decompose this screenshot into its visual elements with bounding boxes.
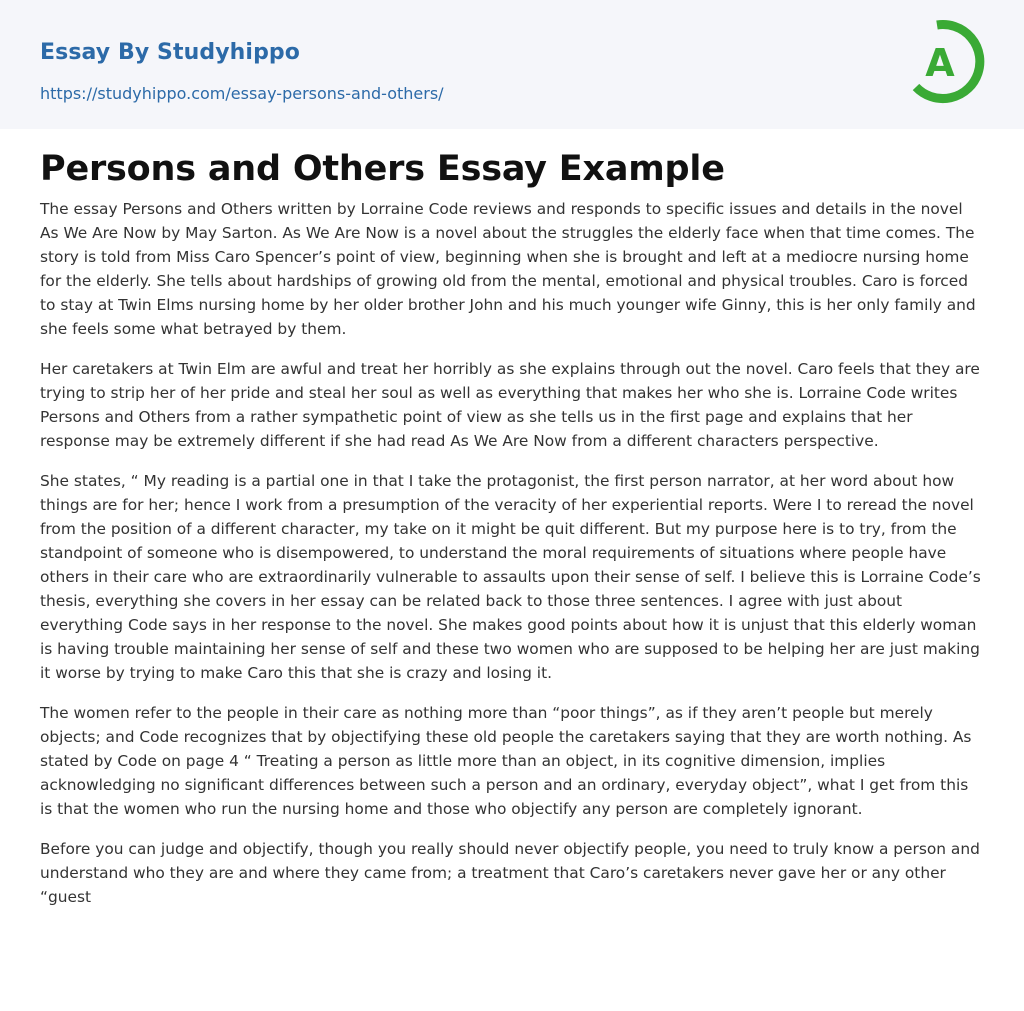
article bbox=[0, 129, 1024, 909]
article-paragraph: The essay Persons and Others written by Lorraine Code reviews and responds to specific issues and details in the novel As We Are Now by May Sarton. As We Are Now is a novel about the struggles the elderly face when that time comes. The story is told from Miss Caro Spencer’s point of view, beginning when she is brought and left at a mediocre nursing home for the elderly. She tells about hardships of growing old from the mental, emotional and physical troubles. Caro is forced to stay at Twin Elms nursing home by her older brother John and his much younger wife Ginny, this is her only family and she feels some what betrayed by them. bbox=[40, 200, 976, 338]
article-paragraph: The women refer to the people in their care as nothing more than “poor things”, as if they aren’t people but merely objects; and Code recognizes that by objectifying these old people the caretakers saying that they are worth nothing. As stated by Code on page 4 “ Treating a person as little more than an object, in its cognitive dimension, implies acknowledging no significant differences between such a person and an ordinary, everyday object”, what I get from this is that the women who run the nursing home and those who objectify any person are completely ignorant. bbox=[40, 704, 972, 818]
article-paragraph: Her caretakers at Twin Elm are awful and treat her horribly as she explains through out the novel. Caro feels that they are trying to strip her of her pride and steal her soul as well as everything that makes her who she is. Lorraine Code writes Persons and Others from a rather sympathetic point of view as she tells us in the first page and explains that her response may be extremely different if she had read As We Are Now from a different characters perspective. bbox=[40, 360, 980, 450]
article-paragraph: She states, “ My reading is a partial one in that I take the protagonist, the first person narrator, at her word about how things are for her; hence I work from a presumption of the veracity of her experiential reports. Were I to reread the novel from the position of a different character, my take on it might be quit different. But my purpose here is to try, from the standpoint of someone who is disempowered, to understand the moral requirements of situations where people have others in their care who are extraordinarily vulnerable to assaults upon their sense of self. I believe this is Lorraine Code’s thesis, everything she covers in her essay can be related back to those three sentences. I agree with just about everything Code says in her response to the novel. She makes good points about how it is unjust that this elderly woman is having trouble maintaining her sense of self and these two women who are supposed to be helping her are just making it worse by trying to make Caro this that she is crazy and losing it. bbox=[40, 472, 981, 682]
page-url-link[interactable]: https://studyhippo.com/essay-persons-and-others/ bbox=[40, 84, 444, 103]
article-paragraph: Before you can judge and objectify, though you really should never objectify people, you need to truly know a person and understand who they are and where they came from; a treatment that Caro’s caretakers never gave her or any other “guest bbox=[40, 840, 980, 906]
studyhippo-logo-icon[interactable] bbox=[904, 20, 986, 104]
brand-name[interactable]: Essay By Studyhippo bbox=[40, 40, 300, 65]
site-header bbox=[0, 0, 1024, 129]
logo-letter: A bbox=[925, 41, 955, 85]
article-title: Persons and Others Essay Example bbox=[40, 149, 725, 189]
